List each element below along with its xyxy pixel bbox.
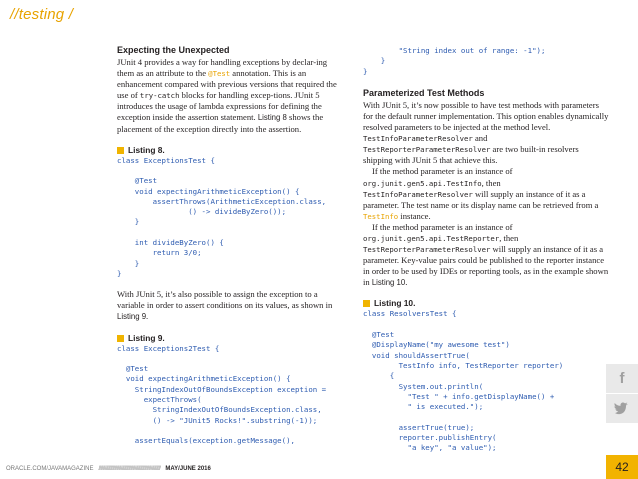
listing-9-code-continued: "String index out of range: -1"); } } — [363, 46, 546, 76]
listing-10-code: class ResolversTest { @Test @DisplayName("my awesome test") void shouldAssertTrue( TestInfo info, TestReporter reporter) { System.out.println( "Test " + info.getDisplayName() + " is executed."); assertTrue(true); reporter.publishEntry( "a key", "a value"); — [363, 309, 564, 453]
text: will supply an instance of it as a parameter. The test name or its display name can be retrieved from a — [363, 188, 599, 210]
share-sidebar — [606, 364, 638, 424]
heading-expecting-unexpected: Expecting the Unexpected — [117, 45, 230, 55]
listing-marker-icon — [117, 147, 124, 154]
text: shows the placement of the exception directly into the assertion. — [117, 112, 324, 134]
paragraph-exceptions — [117, 57, 343, 135]
listing-title: Listing 9. — [128, 332, 165, 343]
paragraph-parameterized — [363, 100, 609, 167]
text: blocks for handling excep-tions. JUnit 5 introduces the usage of lambda expressions for defining the exception inside the assertion statement. — [117, 90, 322, 123]
text: instance. — [398, 210, 431, 221]
right-column — [363, 46, 609, 454]
text: , then — [499, 233, 519, 244]
text: . — [405, 277, 408, 288]
text: If the method parameter is an instance of — [372, 221, 513, 232]
text: With JUnit 5, it’s also possible to assign the exception to a variable in order to assert conditions on its values, as shown in — [117, 289, 333, 311]
listing-reference[interactable]: Listing 8 — [257, 113, 287, 123]
twitter-bird-icon — [614, 402, 630, 416]
text: JUnit 4 provides a way for handling exceptions by declar-ing them as an attribute to the — [117, 57, 328, 79]
footer-issue: MAY/JUNE 2016 — [165, 466, 211, 472]
twitter-share-button[interactable] — [606, 394, 638, 424]
inline-code: try-catch — [139, 91, 180, 101]
listing-marker-icon — [117, 335, 124, 342]
text: If the method parameter is an instance of — [372, 166, 513, 177]
paragraph-testreporter — [363, 222, 609, 289]
inline-code: TestReporterParameterResolver — [363, 145, 491, 155]
text: . — [146, 311, 149, 322]
paragraph-testinfo — [363, 166, 609, 221]
inline-code: TestInfo — [363, 211, 399, 221]
text: will supply an instance of it as a parameter. Key-value pairs could be published to the reporter instance in order to be used by IDEs or reporting tools, as in the example shown in — [363, 244, 609, 288]
listing-9-label — [117, 333, 343, 344]
listing-9-code: class Exceptions2Test { @Test void expectingArithmeticException() { StringIndexOutOfBoundsException exception = expectThrows( StringIndexOutOfBoundsException.class, () -> "JUnit5 Rocks!".substring(-1)); assertEquals(exception.getMessage(), — [117, 343, 327, 446]
inline-code: TestInfoParameterResolver — [363, 189, 473, 199]
footer-divider: ////////////////////////////////////////////////////////// — [98, 466, 161, 472]
inline-code: org.junit.gen5.api.TestReporter — [363, 234, 500, 244]
facebook-share-button[interactable] — [606, 364, 638, 394]
inline-code: @Test — [208, 69, 231, 79]
listing-8-code: class ExceptionsTest { @Test void expectingArithmeticException() { assertThrows(ArithmeticException.class, () -> divideByZero()); } int divideByZero() { return 3/0; } } — [117, 155, 327, 278]
inline-code: TestInfoParameterResolver — [363, 134, 473, 144]
inline-code: org.junit.gen5.api.TestInfo — [363, 178, 482, 188]
inline-code: TestReporterParameterResolver — [363, 245, 491, 255]
footer-site-link[interactable]: ORACLE.COM/JAVAMAGAZINE — [6, 466, 94, 472]
text: annotation. This is an enhancement compared with previous versions that required the use of — [117, 68, 337, 101]
section-tag: //testing / — [10, 6, 74, 23]
listing-8-label — [117, 145, 343, 156]
heading-parameterized-tests: Parameterized Test Methods — [363, 87, 485, 98]
text: and — [472, 133, 488, 144]
text: are two built-in resolvers shipping with JUnit 5 that achieve this. — [363, 144, 579, 166]
left-column — [117, 44, 343, 446]
facebook-icon: f — [619, 370, 625, 387]
listing-title: Listing 8. — [128, 144, 165, 155]
paragraph-assign-exception — [117, 289, 343, 322]
listing-reference[interactable]: Listing 9 — [117, 312, 147, 322]
text: , then — [481, 177, 501, 188]
listing-10-label — [363, 298, 609, 309]
footer — [6, 466, 211, 472]
listing-reference[interactable]: Listing 10 — [371, 278, 406, 288]
text: With JUnit 5, it’s now possible to have test methods with parameters for the default runner implementation. This option enables dynamically resolved parameters to be injected at the method level. — [363, 99, 609, 133]
listing-marker-icon — [363, 300, 370, 307]
listing-title: Listing 10. — [374, 298, 416, 309]
page-number: 42 — [606, 455, 638, 479]
